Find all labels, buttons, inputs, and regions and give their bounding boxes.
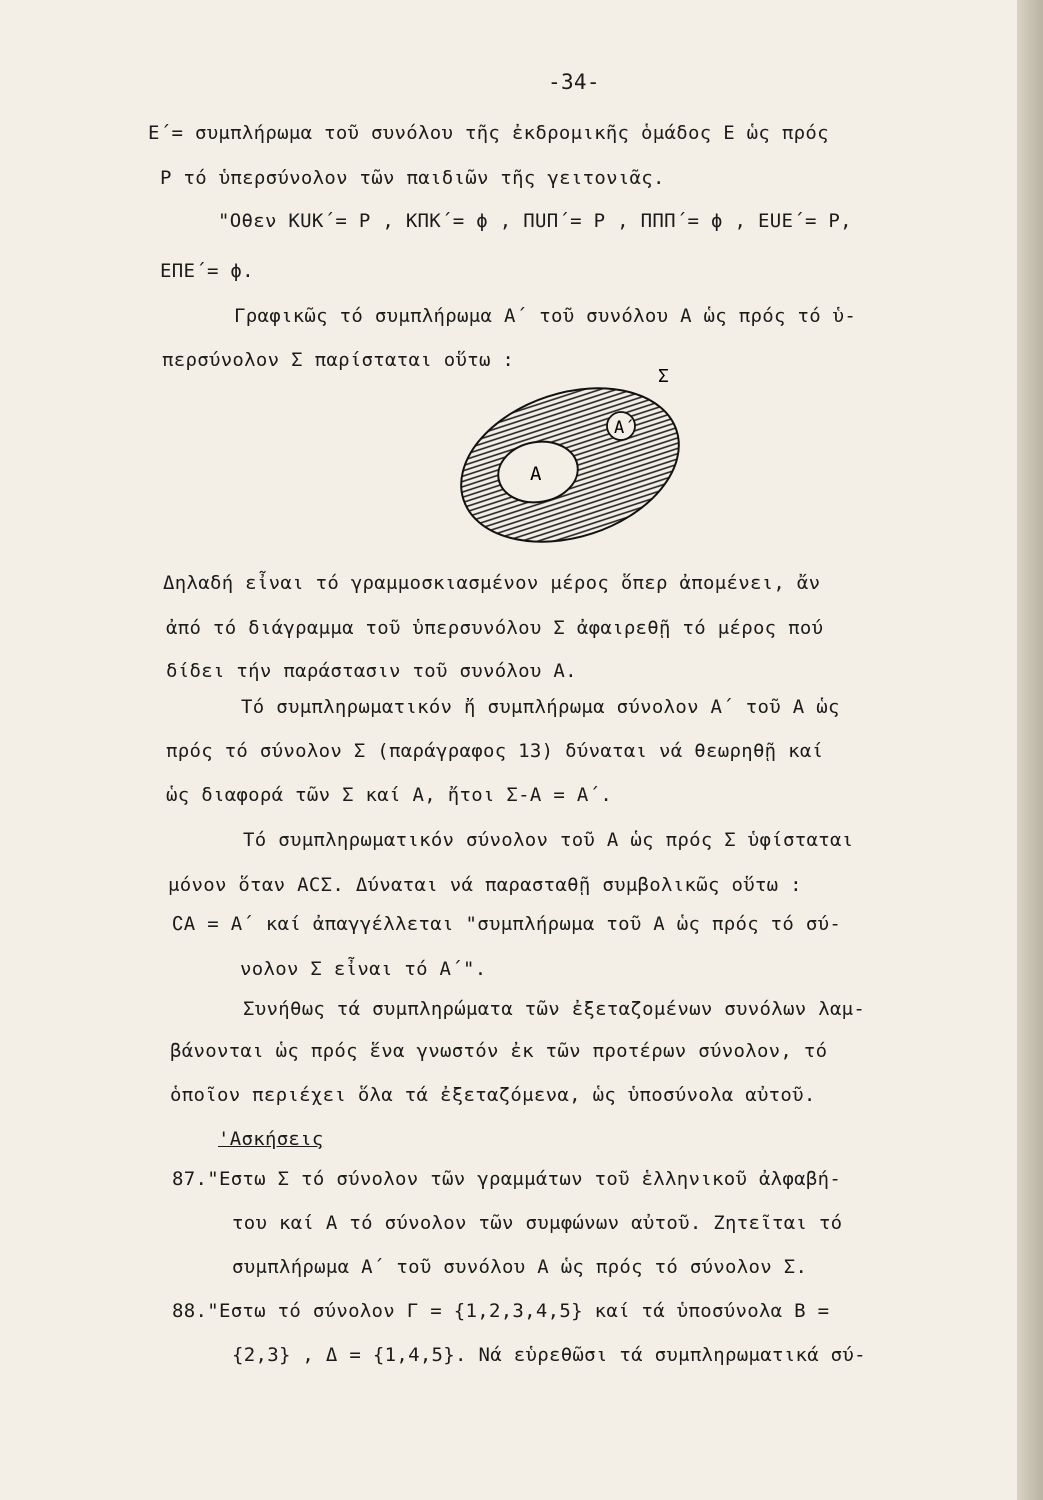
text-line-4: ΕΠΕ΄= ϕ. xyxy=(160,260,254,282)
text-line-16: νολον Σ εἶναι τό Α΄". xyxy=(240,958,487,980)
text-line-19: ὁποῖον περιέχει ὅλα τά ἐξεταζόμενα, ὡς ὑποσύνολα αὐτοῦ. xyxy=(170,1084,816,1106)
text-line-17: Συνήθως τά συμπληρώματα τῶν ἐξεταζομένων συνόλων λαμ- xyxy=(243,998,866,1020)
text-line-12: ὡς διαφορά τῶν Σ καί Α, ἤτοι Σ-Α = Α΄. xyxy=(166,784,613,806)
label-inner: Α xyxy=(530,463,542,485)
text-line-3: "Οθεν ΚUΚ΄= Ρ , ΚΠΚ΄= ϕ , ΠUΠ΄= Ρ , ΠΠΠ΄= ϕ , ΕUΕ΄= Ρ, xyxy=(218,210,852,232)
text-line-1: Ε΄= συμπλήρωμα τοῦ συνόλου τῆς ἐκδρομικῆς ὁμάδος Ε ὡς πρός xyxy=(148,122,829,144)
text-line-10: Τό συμπληρωματικόν ἤ συμπλήρωμα σύνολον Α΄ τοῦ Α ὡς xyxy=(241,696,840,718)
text-line-9: δίδει τήν παράστασιν τοῦ συνόλου Α. xyxy=(166,660,577,682)
section-heading: 'Ασκήσεις xyxy=(218,1128,324,1150)
text-line-13: Τό συμπληρωματικόν σύνολον τοῦ Α ὡς πρός Σ ὑφίσταται xyxy=(243,829,854,851)
text-line-5: Γραφικῶς τό συμπλήρωμα Α΄ τοῦ συνόλου Α ὡς πρός τό ὑ- xyxy=(234,305,857,327)
page-edge xyxy=(1017,0,1043,1500)
text-line-15: ∁Α = Α΄ καί ἀπαγγέλλεται "συμπλήρωμα τοῦ Α ὡς πρός τό σύ- xyxy=(172,913,842,935)
label-complement: Α΄ xyxy=(614,418,635,438)
page-number: -34- xyxy=(548,70,600,94)
label-outer: Σ xyxy=(658,366,669,387)
exercise-87-line-1: 87."Εστω Σ τό σύνολον τῶν γραμμάτων τοῦ ἑλληνικοῦ ἀλφαβή- xyxy=(172,1168,842,1190)
text-line-11: πρός τό σύνολον Σ (παράγραφος 13) δύναται νά θεωρηθῇ καί xyxy=(166,740,824,762)
exercise-88-line-1: 88."Εστω τό σύνολον Γ = {1,2,3,4,5} καί τά ὑποσύνολα Β = xyxy=(172,1300,830,1322)
exercise-88-line-2: {2,3} , Δ = {1,4,5}. Νά εὑρεθῶσι τά συμπληρωματικά σύ- xyxy=(232,1344,866,1366)
text-line-14: μόνον ὅταν ΑCΣ. Δύναται νά παρασταθῇ συμβολικῶς οὕτω : xyxy=(168,874,802,896)
exercise-87-line-2: του καί Α τό σύνολον τῶν συμφώνων αὐτοῦ. Ζητεῖται τό xyxy=(232,1212,843,1234)
text-line-6: περσύνολον Σ παρίσταται οὕτω : xyxy=(162,349,515,371)
text-line-8: ἀπό τό διάγραμμα τοῦ ὑπερσυνόλου Σ ἀφαιρεθῇ τό μέρος πού xyxy=(166,617,824,639)
venn-diagram xyxy=(450,360,700,550)
text-line-7: Δηλαδή εἶναι τό γραμμοσκιασμένον μέρος ὅπερ ἀπομένει, ἄν xyxy=(163,572,821,594)
exercise-87-line-3: συμπλήρωμα Α΄ τοῦ συνόλου Α ὡς πρός τό σύνολον Σ. xyxy=(232,1256,808,1278)
text-line-2: Ρ τό ὑπερσύνολον τῶν παιδιῶν τῆς γειτονιᾶς. xyxy=(160,167,665,189)
text-line-18: βάνονται ὡς πρός ἕνα γνωστόν ἐκ τῶν προτέρων σύνολον, τό xyxy=(170,1040,828,1062)
